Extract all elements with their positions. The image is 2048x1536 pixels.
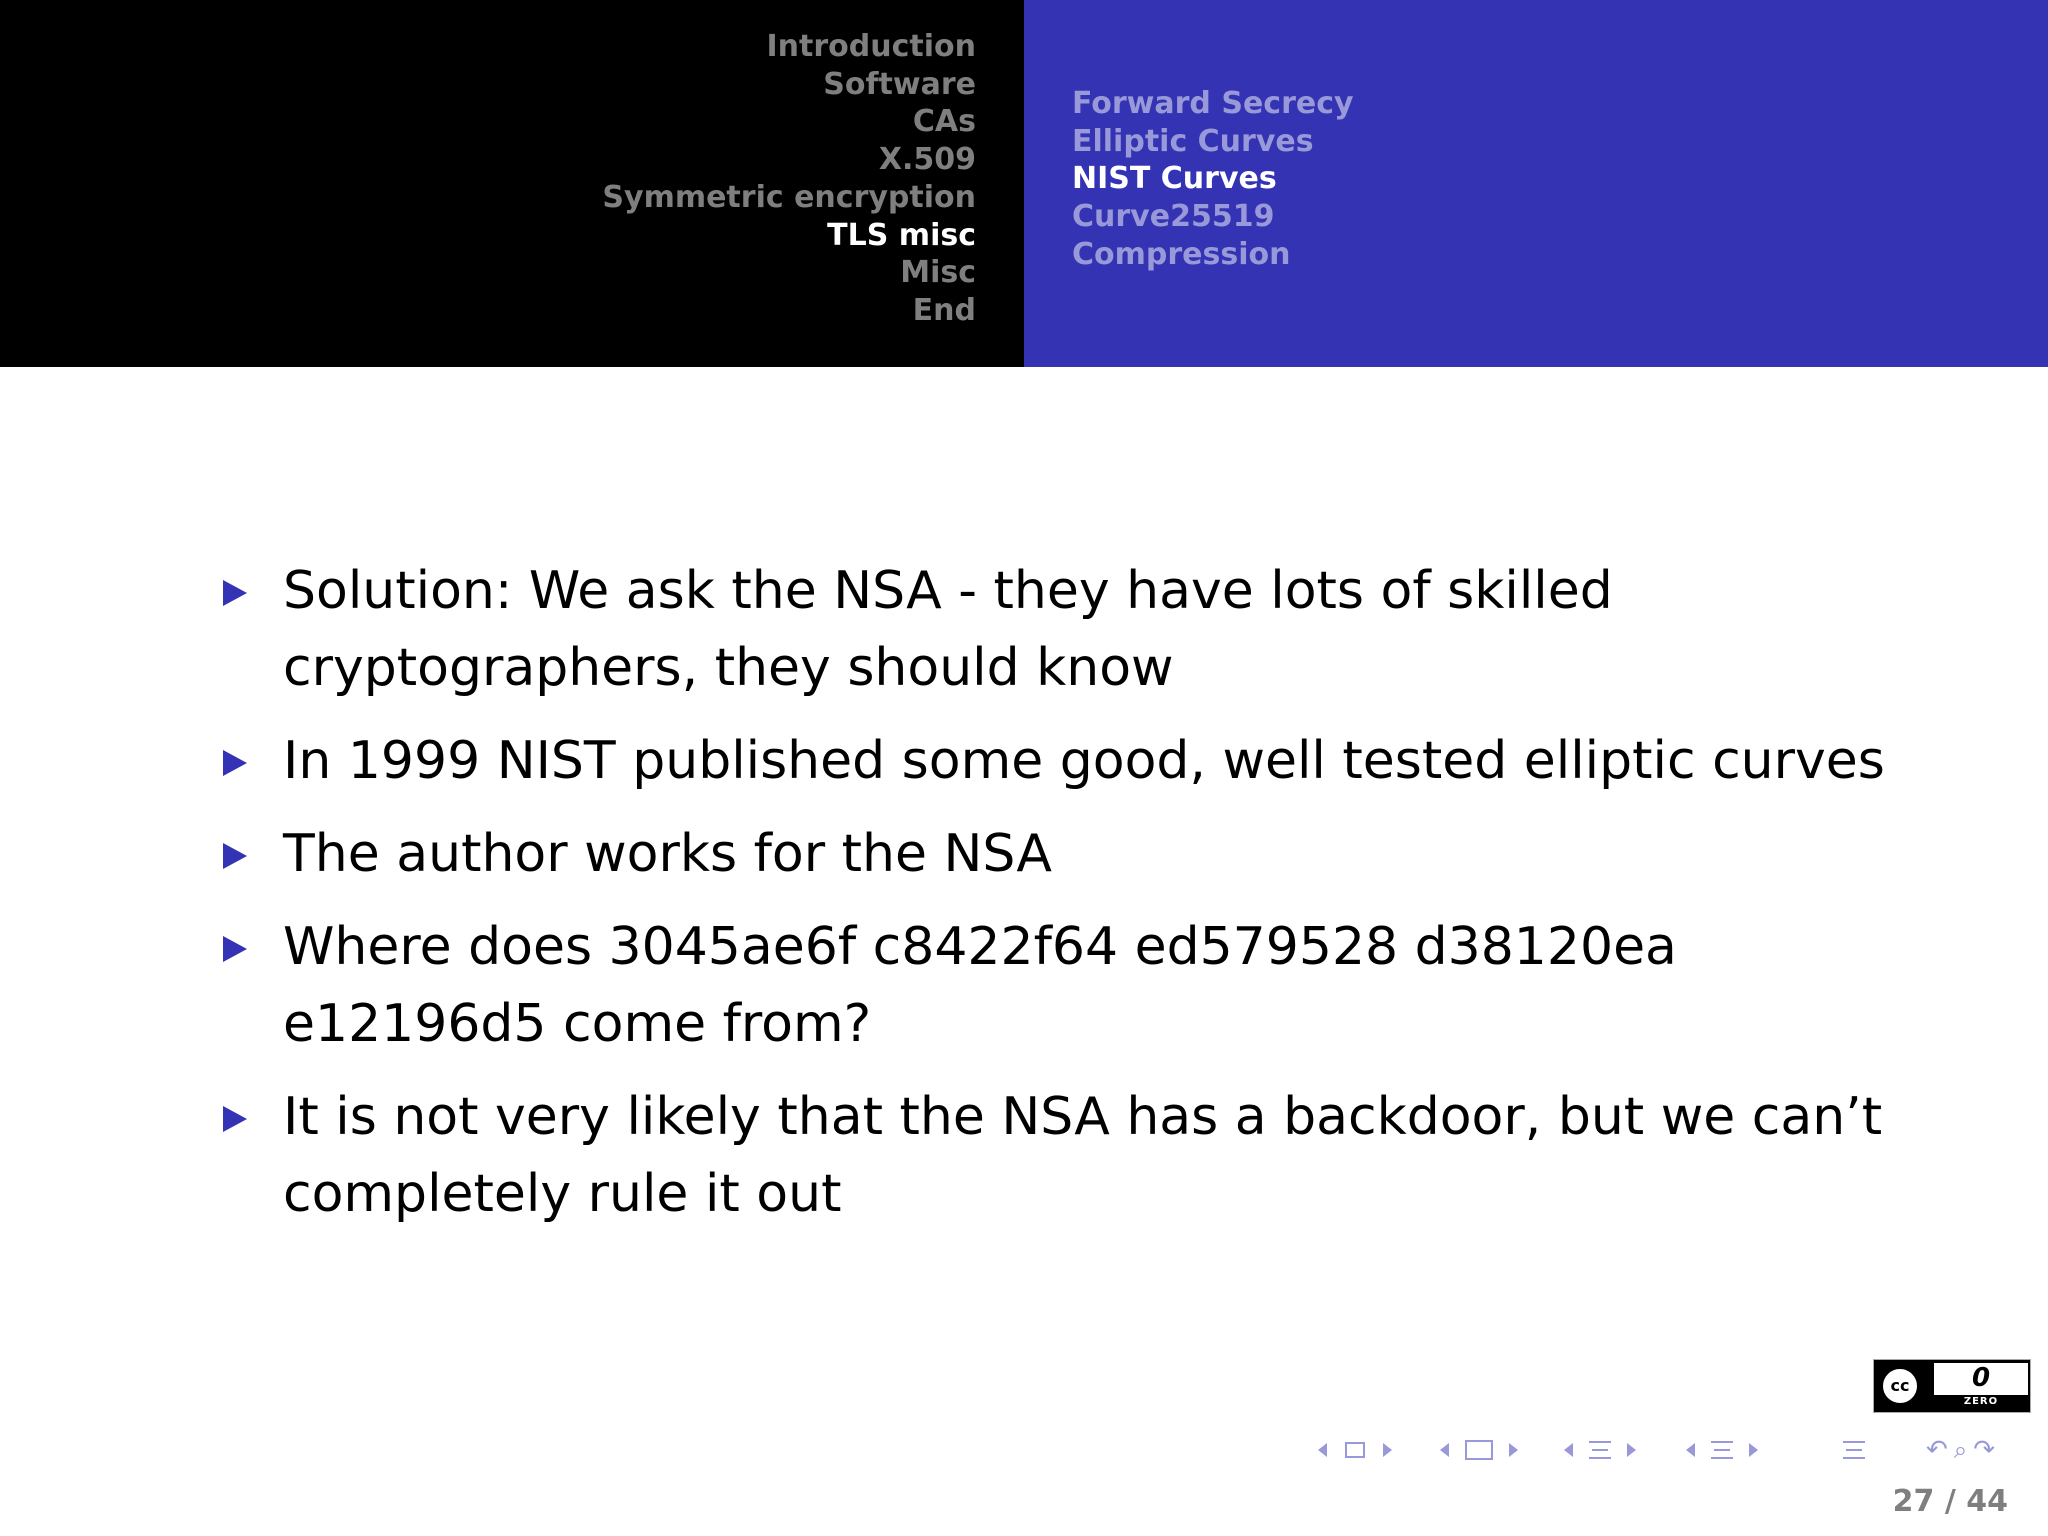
bullet-item bbox=[220, 909, 1900, 1063]
bullet-text: It is not very likely that the NSA has a backdoor, but we can’t completely rule it out bbox=[283, 1087, 1883, 1224]
nav-doc-icon[interactable] bbox=[1711, 1441, 1733, 1459]
nav-subsection-group bbox=[1440, 1432, 1518, 1468]
nav-forward-icon[interactable]: ↷ bbox=[1973, 1435, 1996, 1465]
nav-outline-icon[interactable] bbox=[1843, 1441, 1865, 1459]
triangle-bullet-icon bbox=[223, 580, 247, 606]
header-sections-panel bbox=[0, 0, 1024, 367]
subsection-list bbox=[1072, 85, 1354, 274]
bullet-text: In 1999 NIST published some good, well tested elliptic curves bbox=[283, 731, 1885, 791]
section-cas[interactable]: CAs bbox=[912, 104, 976, 140]
nav-doc-next-icon[interactable] bbox=[1749, 1443, 1758, 1457]
bullet-list bbox=[220, 553, 1900, 1249]
nav-section-prev-icon[interactable] bbox=[1564, 1443, 1573, 1457]
subsection-curve25519[interactable]: Curve25519 bbox=[1072, 199, 1275, 235]
section-x509[interactable]: X.509 bbox=[878, 142, 976, 178]
section-symmetric-encryption[interactable]: Symmetric encryption bbox=[602, 179, 976, 215]
subsection-nist-curves[interactable]: NIST Curves bbox=[1072, 161, 1277, 197]
section-introduction[interactable]: Introduction bbox=[766, 29, 976, 64]
nav-doc-group bbox=[1686, 1432, 1758, 1468]
zero-label: ZERO bbox=[1934, 1395, 2028, 1409]
nav-subsection-prev-icon[interactable] bbox=[1440, 1443, 1449, 1457]
nav-frame-icon[interactable] bbox=[1345, 1442, 1365, 1458]
triangle-bullet-icon bbox=[223, 936, 247, 962]
bullet-item bbox=[220, 1079, 1900, 1233]
nav-search-group bbox=[1926, 1432, 1995, 1468]
bullet-text: Solution: We ask the NSA - they have lots of skilled cryptographers, they should know bbox=[283, 561, 1613, 698]
bullet-item bbox=[220, 723, 1900, 800]
subsection-forward-secrecy[interactable]: Forward Secrecy bbox=[1072, 86, 1354, 121]
section-list bbox=[602, 28, 976, 330]
header-subsections-panel bbox=[1024, 0, 2048, 367]
nav-frame-prev-icon[interactable] bbox=[1318, 1443, 1327, 1457]
subsection-compression[interactable]: Compression bbox=[1072, 236, 1291, 272]
triangle-bullet-icon bbox=[223, 843, 247, 869]
page-number: 27 / 44 bbox=[1892, 1484, 2008, 1519]
nav-back-icon[interactable]: ↶ bbox=[1926, 1435, 1948, 1465]
nav-subsection-icon[interactable] bbox=[1465, 1440, 1493, 1460]
nav-frame-next-icon[interactable] bbox=[1383, 1443, 1392, 1457]
nav-section-next-icon[interactable] bbox=[1627, 1443, 1636, 1457]
nav-section-group bbox=[1564, 1432, 1636, 1468]
triangle-bullet-icon bbox=[223, 1106, 247, 1132]
cc-zero-license-logo bbox=[1873, 1359, 2031, 1413]
section-software[interactable]: Software bbox=[823, 66, 976, 102]
bullet-item bbox=[220, 816, 1900, 893]
section-tls-misc[interactable]: TLS misc bbox=[827, 217, 976, 253]
nav-subsection-next-icon[interactable] bbox=[1509, 1443, 1518, 1457]
nav-search-icon[interactable]: ⌕ bbox=[1953, 1436, 1968, 1464]
bullet-text: Where does 3045ae6f c8422f64 ed579528 d38120ea e12196d5 come from? bbox=[283, 917, 1677, 1054]
nav-frame-group bbox=[1318, 1432, 1392, 1468]
section-misc[interactable]: Misc bbox=[900, 255, 976, 291]
nav-doc-prev-icon[interactable] bbox=[1686, 1443, 1695, 1457]
bullet-text: The author works for the NSA bbox=[283, 824, 1052, 884]
triangle-bullet-icon bbox=[223, 750, 247, 776]
nav-section-icon[interactable] bbox=[1589, 1441, 1611, 1459]
section-end[interactable]: End bbox=[912, 292, 976, 328]
nav-outline-group bbox=[1843, 1432, 1865, 1468]
zero-icon bbox=[1934, 1363, 2028, 1409]
cc-icon: cc bbox=[1880, 1366, 1920, 1406]
zero-glyph: 0 bbox=[1971, 1363, 1991, 1393]
subsection-elliptic-curves[interactable]: Elliptic Curves bbox=[1072, 123, 1314, 159]
bullet-item bbox=[220, 553, 1900, 707]
